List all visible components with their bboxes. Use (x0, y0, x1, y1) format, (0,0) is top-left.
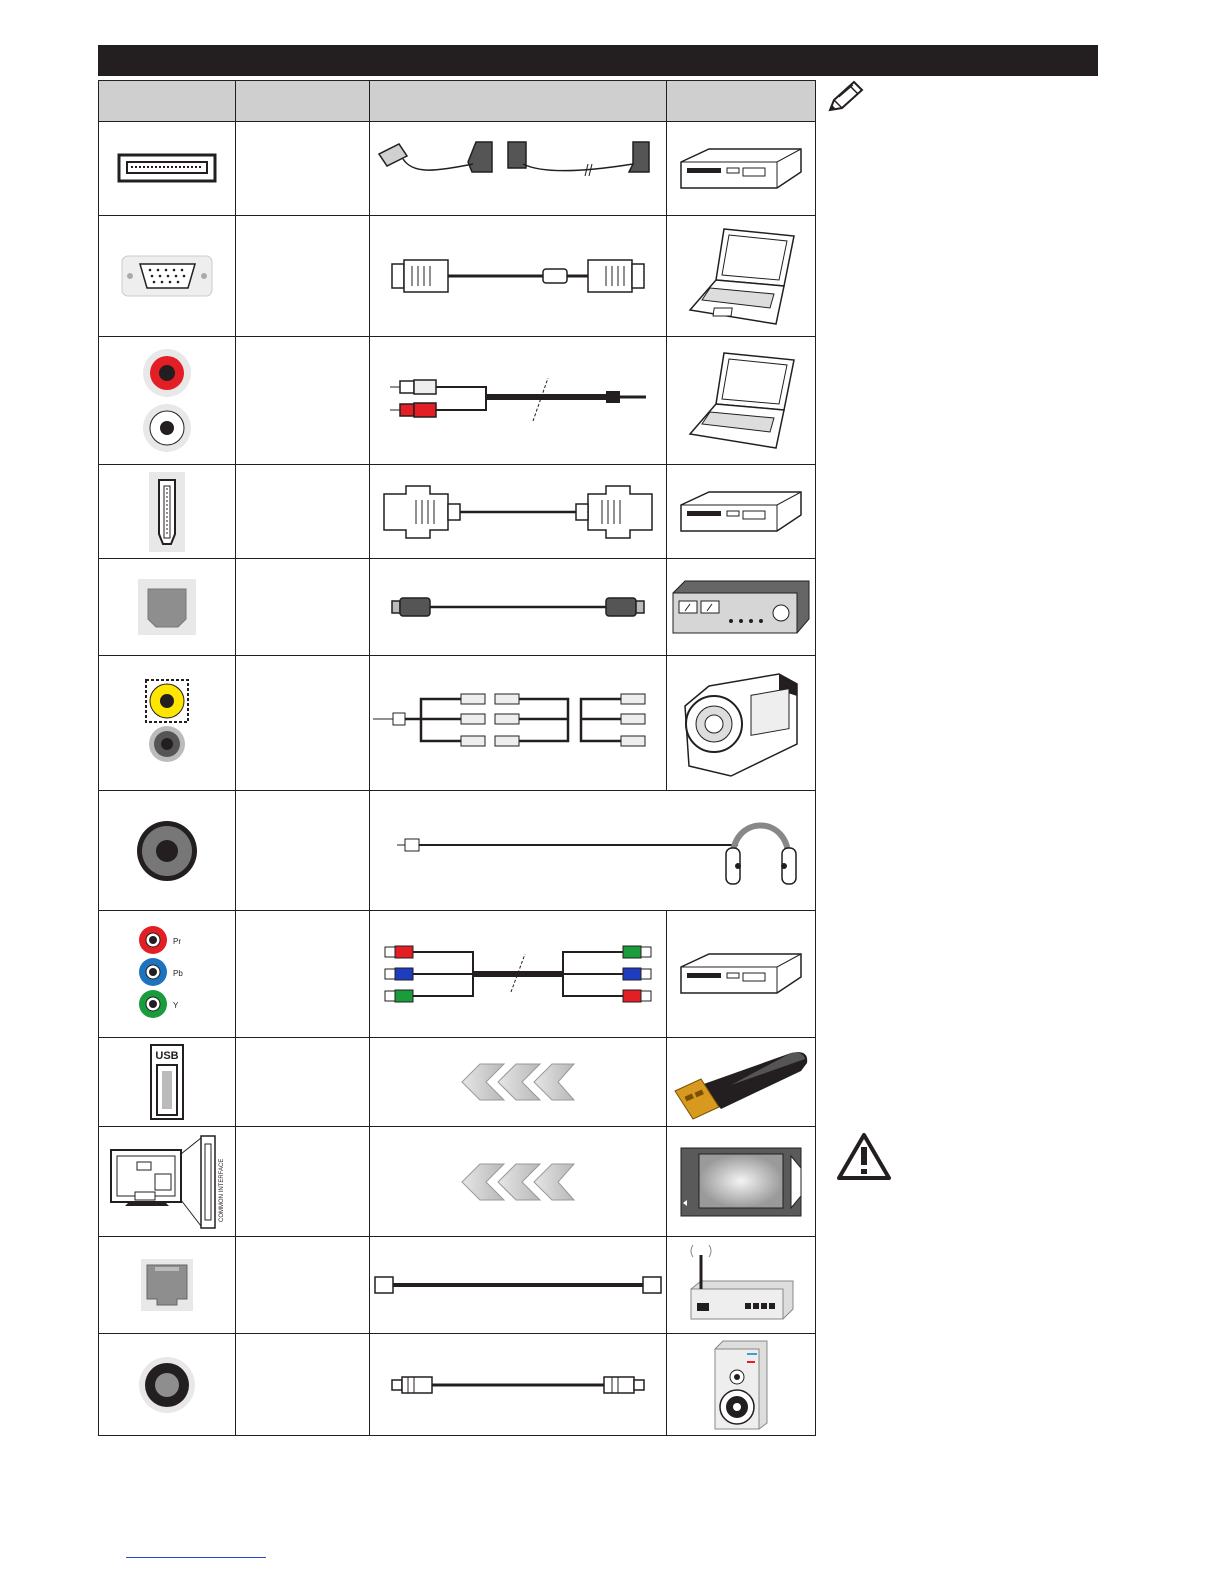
table-row (99, 465, 816, 559)
label-pb: Pb (173, 969, 183, 978)
warning-icon (836, 1132, 892, 1187)
optical-cable-icon (370, 559, 667, 656)
table-row (99, 1127, 816, 1237)
table-row (99, 122, 816, 216)
coaxial-icon (99, 1334, 236, 1436)
scart-icon (99, 122, 236, 216)
component-cable-icon (370, 911, 667, 1038)
table-row (99, 791, 816, 911)
type-cell (236, 1038, 370, 1127)
laptop-icon (667, 216, 816, 337)
table-row (99, 1237, 816, 1334)
av-icon (99, 656, 236, 791)
type-cell (236, 1334, 370, 1436)
dvd-player-icon (667, 911, 816, 1038)
scart-cable-icon (370, 122, 667, 216)
table-row (99, 911, 816, 1038)
header-cables (370, 81, 667, 122)
type-cell (236, 559, 370, 656)
camcorder-icon (667, 656, 816, 791)
footer-link-underline[interactable] (126, 1557, 266, 1558)
table-header-row (99, 81, 816, 122)
rca-audio-icon (99, 337, 236, 465)
ethernet-icon (99, 1237, 236, 1334)
cam-module-icon (667, 1127, 816, 1237)
headphone-jack-icon (99, 791, 236, 911)
title-bar (98, 45, 1098, 76)
usb-icon (99, 1038, 236, 1127)
table-row (99, 337, 816, 465)
type-cell (236, 791, 370, 911)
pencil-note-icon (826, 80, 866, 119)
laptop-icon (667, 337, 816, 465)
coaxial-cable-icon (370, 1334, 667, 1436)
header-type (236, 81, 370, 122)
table-row (99, 1334, 816, 1436)
dvd-player-icon (667, 465, 816, 559)
hdmi-icon (99, 465, 236, 559)
usb-label: USB (155, 1050, 179, 1062)
ethernet-cable-icon (370, 1237, 667, 1334)
label-y: Y (173, 1001, 179, 1010)
component-icon (99, 911, 236, 1038)
av-cable-icon (370, 656, 667, 791)
type-cell (236, 911, 370, 1038)
type-cell (236, 337, 370, 465)
header-device (667, 81, 816, 122)
type-cell (236, 465, 370, 559)
vga-icon (99, 216, 236, 337)
type-cell (236, 656, 370, 791)
usb-stick-icon (667, 1038, 816, 1127)
dvd-player-icon (667, 122, 816, 216)
rca-to-jack-cable-icon (370, 337, 667, 465)
hdmi-cable-icon (370, 465, 667, 559)
type-cell (236, 122, 370, 216)
amplifier-icon (667, 559, 816, 656)
optical-icon (99, 559, 236, 656)
speaker-icon (667, 1334, 816, 1436)
router-icon (667, 1237, 816, 1334)
header-connector (99, 81, 236, 122)
insert-arrows-icon (370, 1038, 667, 1127)
type-cell (236, 1237, 370, 1334)
type-cell (236, 216, 370, 337)
connection-table (98, 80, 816, 1436)
insert-arrows-icon (370, 1127, 667, 1237)
headphone-cable-icon (370, 791, 816, 911)
type-cell (236, 1127, 370, 1237)
ci-slot-icon (99, 1127, 236, 1237)
table-row (99, 559, 816, 656)
ci-label: COMMON INTERFACE (219, 1158, 225, 1222)
table-row (99, 216, 816, 337)
label-pr: Pr (173, 937, 181, 946)
table-row (99, 1038, 816, 1127)
vga-cable-icon (370, 216, 667, 337)
table-row (99, 656, 816, 791)
